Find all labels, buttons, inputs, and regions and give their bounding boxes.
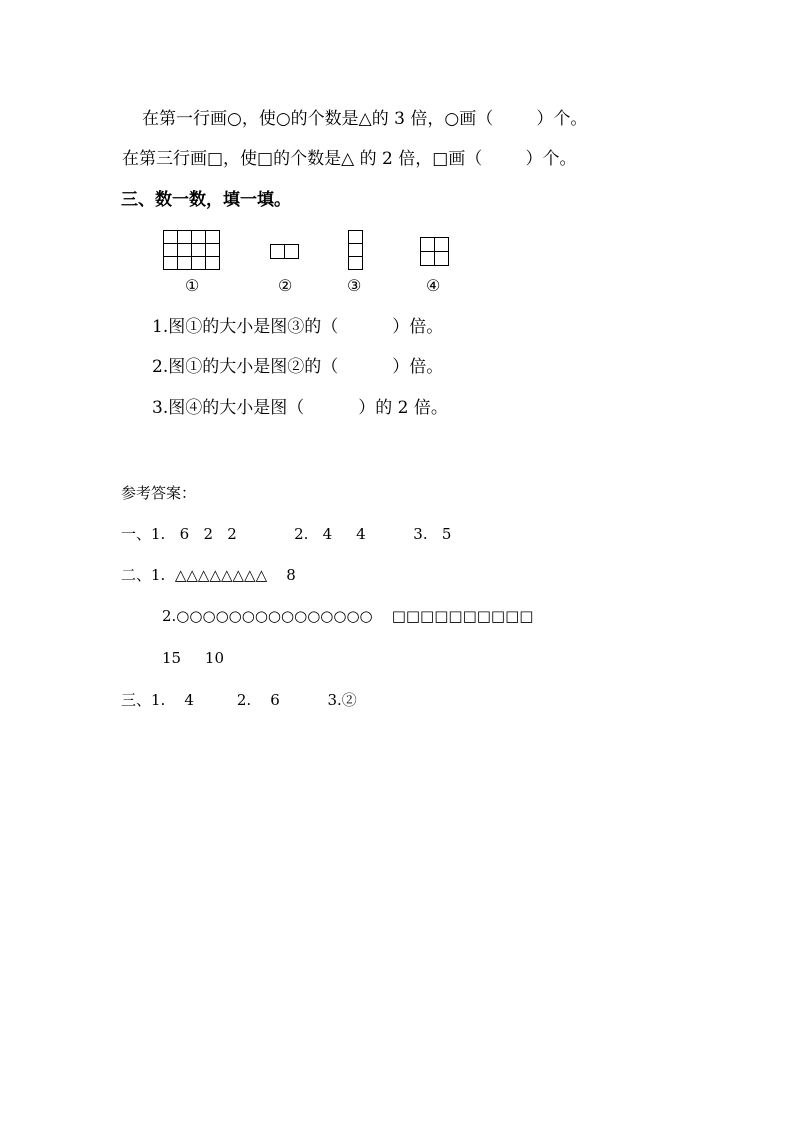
figure-2-grid <box>270 244 299 259</box>
answer-line-4: 15 10 <box>162 649 225 667</box>
figure-1-label: ① <box>185 276 200 295</box>
figure-4-grid <box>420 237 449 266</box>
figure-4-label: ④ <box>426 276 441 295</box>
section-3-heading: 三、数一数，填一填。 <box>121 190 291 210</box>
answer-line-5: 三、1. 4 2. 6 3.② <box>121 691 357 709</box>
section-3-question-1: 1.图①的大小是图③的（ ）倍。 <box>152 317 444 337</box>
section-3-question-2: 2.图①的大小是图②的（ ）倍。 <box>152 357 444 377</box>
figure-2-label: ② <box>278 276 293 295</box>
section-3-question-3: 3.图④的大小是图（ ）的 2 倍。 <box>152 398 448 418</box>
answer-line-2: 二、1. △△△△△△△△ 8 <box>121 566 296 584</box>
answer-line-1: 一、1. 6 2 2 2. 4 4 3. 5 <box>121 525 452 543</box>
figure-1-grid <box>163 230 220 270</box>
question-2-line-1: 在第一行画○，使○的个数是△的 3 倍，○画（ ）个。 <box>142 109 588 129</box>
answer-line-3: 2.○○○○○○○○○○○○○○○ □□□□□□□□□□ <box>162 607 534 625</box>
question-2-line-2: 在第三行画□，使□的个数是△ 的 2 倍，□画（ ）个。 <box>122 149 577 169</box>
answers-title: 参考答案： <box>121 484 197 502</box>
figure-3-grid <box>348 230 363 270</box>
figure-3-label: ③ <box>347 276 362 295</box>
